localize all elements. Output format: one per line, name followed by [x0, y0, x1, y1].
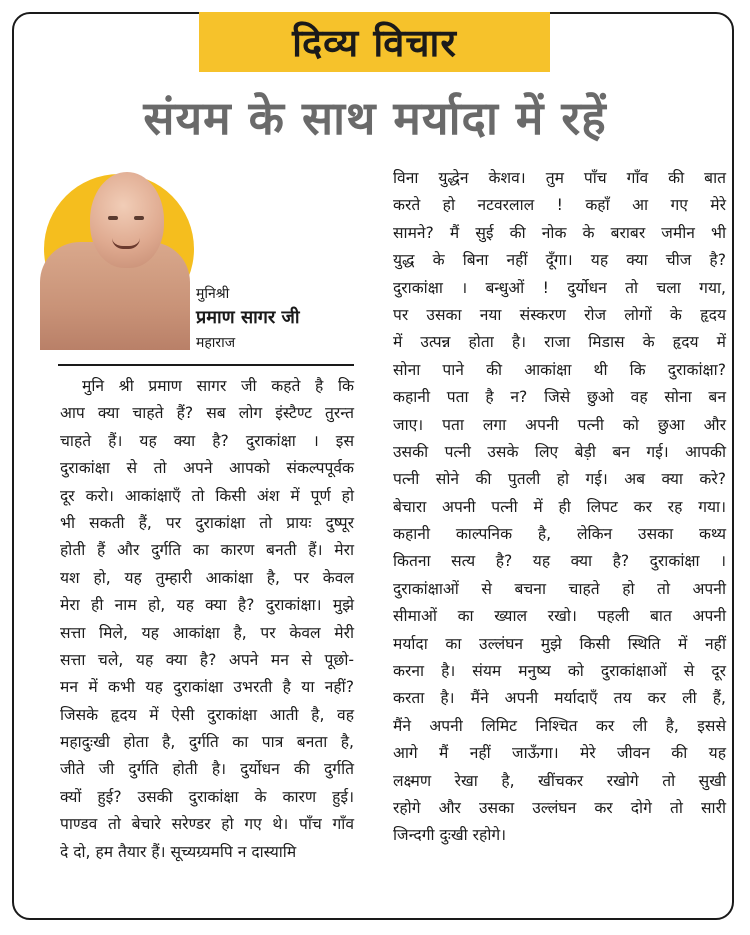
article-line: पाण्डव तो बेचारे सरेण्डर हो गए थे। पाँच गाँव — [60, 815, 354, 834]
article-line: जाए। पता लगा अपनी पत्नी को छुआ और — [393, 415, 726, 434]
article-line: में उत्पन्न होता है। राजा मिडास के हृदय में — [393, 333, 726, 352]
section-banner-label: दिव्य विचार — [292, 21, 457, 65]
article-line: होती हैं और दुर्गति का कारण बनती हैं। मेरा — [60, 541, 354, 560]
article-line: लक्ष्मण रेखा है, खींचकर रखोगे तो सुखी — [393, 771, 726, 790]
article-line: सत्ता मिले, यह आकांक्षा है, पर केवल मेरी — [60, 623, 354, 642]
author-photo — [40, 172, 194, 350]
article-line: करता है। मैंने अपनी मर्यादाएँ तय कर ली हैं, — [393, 689, 726, 708]
article-line: सत्ता चले, यह क्या है? अपने मन से पूछो- — [60, 650, 354, 669]
article-line: मन में कभी यह दुराकांक्षा उभरती है या नहीं? — [60, 678, 354, 697]
article-line: जीते जी दुर्गति होती है। दुर्योधन की दुर्गति — [60, 760, 354, 779]
byline-title: मुनिश्री — [196, 286, 230, 302]
article-line: महादुःखी होता है, दुर्गति का पात्र बनता है, — [60, 733, 354, 752]
byline-name: प्रमाण सागर जी — [196, 307, 300, 328]
article-column-left — [60, 373, 354, 866]
article-line: दुराकांक्षा से तो अपने आपको संकल्पपूर्वक — [60, 459, 354, 478]
article-line: पत्नी सोने की पुतली हो गई। अब क्या करे? — [393, 470, 726, 489]
article-line: दुराकांक्षा । बन्धुओं ! दुर्योधन तो चला गया, — [393, 278, 726, 297]
article-line: मर्यादा का उल्लंघन मुझे किसी स्थिति में नहीं — [393, 634, 726, 653]
article-line: मेरा ही नाम हो, यह क्या है? दुराकांक्षा। मुझे — [60, 596, 354, 615]
photo-eye-right — [134, 216, 144, 220]
photo-head — [90, 172, 164, 268]
article-line: जिन्दगी दुःखी रहोगे। — [393, 826, 507, 845]
article-line: क्यों हुई? उसकी दुराकांक्षा के कारण हुई। — [60, 787, 354, 806]
article-line: जिसके हृदय में ऐसी दुराकांक्षा आती है, वह — [60, 705, 354, 724]
article-line: विना युद्धेन केशव। तुम पाँच गाँव की बात — [393, 169, 726, 187]
byline-divider — [58, 364, 354, 366]
article-line: दे दो, हम तैयार हैं। सूच्यग्र्यमपि न दास्यामि — [60, 842, 297, 861]
article-line: बेचारा अपनी पत्नी में ही लिपट कर रह गया। — [393, 497, 726, 516]
article-line: करना है। संयम मनुष्य को दुराकांक्षाओं से दूर — [393, 662, 726, 681]
article-line: सामने? मैं सुई की नोक के बराबर जमीन भी — [393, 223, 726, 242]
article-line: युद्ध के बिना नहीं दूँगा। यह क्या चीज है? — [393, 251, 726, 270]
article-line: रहोगे और उसका उल्लंघन कर दोगे तो सारी — [393, 798, 726, 817]
article-headline: संयम के साथ मर्यादा में रहें — [143, 91, 607, 145]
article-line: चाहते हैं। यह क्या है? दुराकांक्षा । इस — [60, 431, 354, 450]
article-line: दुराकांक्षाओं से बचना चाहते हो तो अपनी — [393, 579, 726, 598]
article-line: कहानी काल्पनिक है, लेकिन उसका कथ्य — [393, 525, 726, 544]
article-line: कहानी पता है न? जिसे छुओ वह सोना बन — [393, 388, 726, 407]
article-line: भी सकती हैं, पर दुराकांक्षा तो प्रायः दुष्पूर — [60, 513, 354, 532]
article-line: आप क्या चाहते हैं? सब लोग इंस्टैण्ट तुरन्त — [60, 404, 354, 423]
author-byline — [196, 284, 300, 352]
article-line: कितना सत्य है? यह क्या है? दुराकांक्षा । — [393, 552, 726, 571]
article-line: मुनि श्री प्रमाण सागर जी कहते है कि — [82, 377, 354, 395]
article-line: आगे मैं नहीं जाऊँगा। मेरे जीवन की यह — [393, 744, 726, 763]
article-line: सोना पाने की आकांक्षा थी कि दुराकांक्षा? — [393, 360, 726, 379]
article-line: मैंने अपनी लिमिट निश्चित कर ली है, इससे — [393, 716, 726, 735]
photo-eye-left — [108, 216, 118, 220]
article-line: दूर करो। आकांक्षाएँ तो किसी अंश में पूर्ण हो — [60, 486, 354, 505]
article-line: करते हो नटवरलाल ! कहाँ आ गए मेरे — [393, 196, 726, 215]
article-line: उसकी पत्नी उसके लिए बेड़ी बन गई। आपकी — [393, 442, 726, 461]
article-column-right — [393, 165, 726, 850]
article-line: सीमाओं का ख्याल रखो। पहली बात अपनी — [393, 607, 726, 626]
article-line: यश हो, यह तुम्हारी आकांक्षा है, पर केवल — [60, 568, 354, 587]
article-line: पर उसका नया संस्करण रोज लोगों के हृदय — [393, 305, 726, 324]
section-banner — [199, 12, 550, 72]
byline-suffix: महाराज — [196, 335, 236, 351]
